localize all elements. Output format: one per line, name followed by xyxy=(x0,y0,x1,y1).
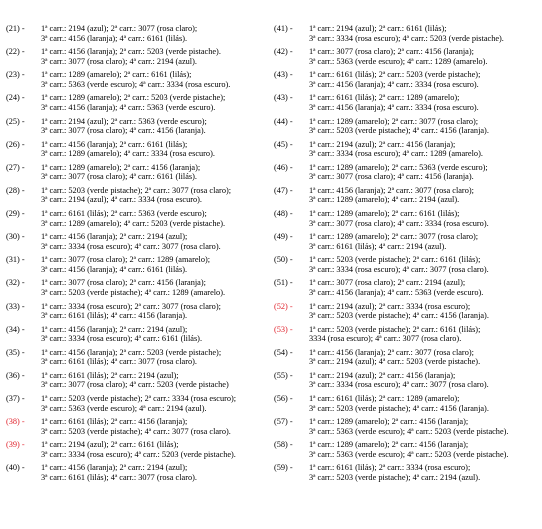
item-text xyxy=(41,440,236,459)
item-line-1: 1ª carr.: 2194 (azul); 2ª carr.: 4156 (laranja); xyxy=(309,370,456,380)
item-number: (26) - xyxy=(6,139,25,149)
item-number: (46) - xyxy=(274,162,293,172)
item-number: (58) - xyxy=(274,440,293,450)
list-item xyxy=(6,417,268,436)
item-number: (38) - xyxy=(6,417,25,427)
item-line-1: 1ª carr.: 1289 (amarelo); 2ª carr.: 6161 (lilás); xyxy=(309,209,460,218)
item-line-1: 1ª carr.: 2194 (azul); 2ª carr.: 5363 (verde escuro); xyxy=(41,116,207,126)
item-text xyxy=(309,186,474,205)
item-line-2: 3ª carr.: 6161 (lilás); 4ª carr.: 2194 (azul). xyxy=(309,241,447,251)
item-text xyxy=(309,325,480,344)
item-text xyxy=(41,140,215,159)
item-line-2: 3ª carr.: 5363 (verde escuro); 4ª carr.: 5203 (verde pistache). xyxy=(309,426,509,436)
list-item xyxy=(274,302,536,321)
item-line-1: 1ª carr.: 3077 (rosa claro); 2ª carr.: 2194 (azul); xyxy=(309,278,466,288)
item-number: (22) - xyxy=(6,47,25,57)
item-line-1: 1ª carr.: 1289 (amarelo); 2ª carr.: 5203 (verde pistache); xyxy=(41,93,226,103)
item-line-2: 3ª carr.: 3334 (rosa escuro); 4ª carr.: 6161 (lilás). xyxy=(41,334,203,344)
item-line-1: 1ª carr.: 3077 (rosa claro); 2ª carr.: 1289 (amarelo); xyxy=(41,255,211,265)
item-text xyxy=(41,24,197,43)
item-line-1: 1ª carr.: 1289 (amarelo); 2ª carr.: 4156 (laranja); xyxy=(309,417,469,427)
list-item xyxy=(274,371,536,390)
item-text xyxy=(41,325,202,344)
item-number: (23) - xyxy=(6,70,25,80)
list-item xyxy=(274,186,536,205)
item-line-1: 1ª carr.: 3077 (rosa claro); 2ª carr.: 4156 (laranja); xyxy=(41,278,206,288)
item-line-1: 1ª carr.: 2194 (azul); 2ª carr.: 6161 (lilás); xyxy=(309,24,447,33)
list-item xyxy=(6,209,268,228)
item-line-1: 1ª carr.: 3077 (rosa claro); 2ª carr.: 4156 (laranja); xyxy=(309,47,474,57)
list-item xyxy=(274,325,536,344)
item-text xyxy=(309,278,483,297)
item-number: (42) - xyxy=(274,47,293,57)
item-number: (47) - xyxy=(274,185,293,195)
item-line-1: 1ª carr.: 1289 (amarelo); 2ª carr.: 3077 (rosa claro); xyxy=(309,116,479,126)
item-line-1: 1ª carr.: 2194 (azul); 2ª carr.: 3077 (rosa claro); xyxy=(41,24,198,33)
item-line-2: 3ª carr.: 3334 (rosa escuro); 4ª carr.: 5203 (verde pistache). xyxy=(41,449,236,459)
item-text xyxy=(41,348,221,367)
list-item xyxy=(274,24,536,43)
item-line-2: 3ª carr.: 5363 (verde escuro); 4ª carr.: 5203 (verde pistache). xyxy=(309,449,509,459)
item-line-2: 3ª carr.: 3334 (rosa escuro); 4ª carr.: 1289 (amarelo). xyxy=(309,149,483,159)
item-line-1: 1ª carr.: 4156 (laranja); 2ª carr.: 2194 (azul); xyxy=(41,232,188,242)
item-line-1: 1ª carr.: 4156 (laranja); 2ª carr.: 5203 (verde pistache); xyxy=(41,347,222,357)
list-item xyxy=(6,325,268,344)
item-line-2: 3ª carr.: 3077 (rosa claro); 4ª carr.: 3334 (rosa escuro). xyxy=(309,218,489,228)
item-number: (56) - xyxy=(274,394,293,403)
item-line-2: 3ª carr.: 4156 (laranja); 4ª carr.: 6161 (lilás). xyxy=(41,33,188,43)
list-item xyxy=(6,186,268,205)
list-item xyxy=(274,255,536,274)
item-line-1: 1ª carr.: 5203 (verde pistache); 2ª carr.: 3077 (rosa claro); xyxy=(41,185,232,195)
item-line-2: 3ª carr.: 3077 (rosa claro); 4ª carr.: 4156 (laranja). xyxy=(41,126,206,136)
item-number: (33) - xyxy=(6,301,25,311)
item-line-2: 3ª carr.: 1289 (amarelo); 4ª carr.: 5203 (verde pistache). xyxy=(41,218,226,228)
item-number: (35) - xyxy=(6,347,25,357)
item-line-2: 3ª carr.: 5203 (verde pistache); 4ª carr.: 3077 (rosa claro). xyxy=(41,426,231,436)
list-item xyxy=(6,232,268,251)
item-text xyxy=(309,93,479,112)
item-line-2: 3ª carr.: 5203 (verde pistache); 4ª carr.: 4156 (laranja). xyxy=(309,126,489,136)
item-text xyxy=(309,117,489,136)
list-item xyxy=(274,440,536,459)
list-item xyxy=(6,394,268,413)
item-line-1: 1ª carr.: 4156 (laranja); 2ª carr.: 5203 (verde pistache). xyxy=(41,47,221,57)
item-line-2: 3ª carr.: 4156 (laranja); 4ª carr.: 3334 (rosa escuro). xyxy=(309,102,479,112)
item-line-1: 1ª carr.: 4156 (laranja); 2ª carr.: 2194 (azul); xyxy=(41,463,188,473)
item-text xyxy=(41,394,236,413)
item-text xyxy=(309,255,489,274)
item-line-2: 3ª carr.: 3077 (rosa claro); 4ª carr.: 4156 (laranja). xyxy=(309,172,474,182)
item-number: (25) - xyxy=(6,116,25,126)
item-number: (55) - xyxy=(274,370,293,380)
list-item xyxy=(274,348,536,367)
item-text xyxy=(41,232,221,251)
item-number: (31) - xyxy=(6,255,25,265)
list-item xyxy=(274,70,536,89)
item-number: (45) - xyxy=(274,139,293,149)
item-number: (29) - xyxy=(6,209,25,218)
list-item xyxy=(274,117,536,136)
item-text xyxy=(41,209,225,228)
item-line-1: 1ª carr.: 1289 (amarelo); 2ª carr.: 6161 (lilás); xyxy=(41,70,192,80)
item-number: (30) - xyxy=(6,232,25,242)
item-line-2: 3ª carr.: 3334 (rosa escuro); 4ª carr.: 3077 (rosa claro). xyxy=(309,380,489,390)
item-number: (28) - xyxy=(6,185,25,195)
two-column-list xyxy=(6,24,536,487)
item-line-2: 3ª carr.: 5203 (verde pistache); 4ª carr.: 4156 (laranja). xyxy=(309,311,489,321)
item-number: (34) - xyxy=(6,324,25,334)
item-number: (48) - xyxy=(274,209,293,218)
item-line-1: 1ª carr.: 6161 (lilás); 2ª carr.: 2194 (azul); xyxy=(41,370,179,380)
item-line-2: 3ª carr.: 5363 (verde escuro); 4ª carr.: 3334 (rosa escuro). xyxy=(41,79,231,89)
item-line-1: 1ª carr.: 6161 (lilás); 2ª carr.: 5363 (verde escuro); xyxy=(41,209,207,218)
item-line-1: 1ª carr.: 4156 (laranja); 2ª carr.: 3077 (rosa claro); xyxy=(309,347,474,357)
item-line-2: 3ª carr.: 2194 (azul); 4ª carr.: 5203 (verde pistache). xyxy=(309,357,481,367)
item-text xyxy=(41,302,221,321)
item-line-2: 3ª carr.: 4156 (laranja); 4ª carr.: 6161 (lilás). xyxy=(41,264,188,274)
item-line-1: 1ª carr.: 4156 (laranja); 2ª carr.: 2194 (azul); xyxy=(41,324,188,334)
list-item xyxy=(274,394,536,413)
list-item xyxy=(6,440,268,459)
item-number: (49) - xyxy=(274,232,293,242)
item-number: (43) - xyxy=(274,93,293,103)
list-item xyxy=(274,209,536,228)
item-number: (41) - xyxy=(274,24,293,33)
item-line-1: 1ª carr.: 5203 (verde pistache); 2ª carr.: 3334 (rosa escuro); xyxy=(41,394,237,403)
item-text xyxy=(41,163,200,182)
item-line-1: 1ª carr.: 6161 (lilás); 2ª carr.: 1289 (amarelo); xyxy=(309,93,460,103)
item-line-1: 1ª carr.: 5203 (verde pistache); 2ª carr.: 6161 (lilás); xyxy=(309,255,481,265)
item-text xyxy=(41,186,231,205)
list-item xyxy=(6,371,268,390)
item-text xyxy=(309,440,508,459)
list-item xyxy=(6,70,268,89)
list-item xyxy=(274,47,536,66)
right-column xyxy=(274,24,536,487)
item-text xyxy=(309,348,480,367)
item-line-2: 3ª carr.: 5363 (verde escuro); 4ª carr.: 1289 (amarelo). xyxy=(309,56,488,66)
item-line-1: 1ª carr.: 4156 (laranja); 2ª carr.: 3077 (rosa claro); xyxy=(309,185,474,195)
list-item xyxy=(6,93,268,112)
item-line-2: 3ª carr.: 3334 (rosa escuro); 4ª carr.: 3077 (rosa claro). xyxy=(309,264,489,274)
item-text xyxy=(309,302,489,321)
item-text xyxy=(41,417,231,436)
item-line-2: 3ª carr.: 3334 (rosa escuro); 4ª carr.: 3077 (rosa claro). xyxy=(41,241,221,251)
list-item xyxy=(6,348,268,367)
item-line-2: 3ª carr.: 4156 (laranja); 4ª carr.: 3334 (rosa escuro). xyxy=(309,79,479,89)
item-number: (36) - xyxy=(6,370,25,380)
item-line-1: 1ª carr.: 1289 (amarelo); 2ª carr.: 5363 (verde escuro); xyxy=(309,162,488,172)
item-line-2: 3ª carr.: 3077 (rosa claro); 4ª carr.: 2194 (azul). xyxy=(41,56,197,66)
list-item xyxy=(6,47,268,66)
item-line-1: 1ª carr.: 4156 (laranja); 2ª carr.: 6161 (lilás); xyxy=(41,139,188,149)
item-line-2: 3ª carr.: 5203 (verde pistache); 4ª carr.: 1289 (amarelo). xyxy=(41,287,226,297)
item-text xyxy=(41,117,207,136)
item-line-1: 1ª carr.: 1289 (amarelo); 2ª carr.: 3077 (rosa claro); xyxy=(309,232,479,242)
item-number: (59) - xyxy=(274,463,293,473)
item-text xyxy=(309,232,478,251)
item-line-2: 3ª carr.: 6161 (lilás); 4ª carr.: 3077 (rosa claro). xyxy=(41,472,197,482)
item-number: (52) - xyxy=(274,301,293,311)
list-item xyxy=(274,140,536,159)
item-text xyxy=(309,24,504,43)
item-line-1: 1ª carr.: 6161 (lilás); 2ª carr.: 5203 (verde pistache); xyxy=(309,70,481,80)
item-text xyxy=(309,463,480,482)
item-line-1: 1ª carr.: 5203 (verde pistache); 2ª carr.: 6161 (lilás); xyxy=(309,324,481,334)
item-number: (21) - xyxy=(6,24,25,33)
item-line-2: 3ª carr.: 4156 (laranja); 4ª carr.: 5363 (verde escuro). xyxy=(309,287,484,297)
item-number: (40) - xyxy=(6,463,25,473)
list-item xyxy=(6,163,268,182)
item-text xyxy=(309,163,488,182)
item-number: (43) - xyxy=(274,70,293,80)
list-item xyxy=(274,93,536,112)
item-number: (51) - xyxy=(274,278,293,288)
item-text xyxy=(41,93,225,112)
item-number: (44) - xyxy=(274,116,293,126)
item-line-1: 1ª carr.: 6161 (lilás); 2ª carr.: 4156 (laranja); xyxy=(41,417,188,427)
list-item xyxy=(274,163,536,182)
item-text xyxy=(41,463,197,482)
item-line-1: 1ª carr.: 2194 (azul); 2ª carr.: 3334 (rosa escuro); xyxy=(309,301,471,311)
left-column xyxy=(6,24,268,487)
item-number: (50) - xyxy=(274,255,293,265)
item-number: (32) - xyxy=(6,278,25,288)
item-text xyxy=(309,47,488,66)
item-line-1: 1ª carr.: 1289 (amarelo); 2ª carr.: 4156 (laranja); xyxy=(41,162,201,172)
item-text xyxy=(41,70,230,89)
item-line-2: 3ª carr.: 6161 (lilás); 4ª carr.: 4156 (laranja). xyxy=(41,311,188,321)
item-line-2: 3ª carr.: 3077 (rosa claro); 4ª carr.: 6161 (lilás). xyxy=(41,172,197,182)
item-line-1: 1ª carr.: 1289 (amarelo); 2ª carr.: 4156 (laranja); xyxy=(309,440,469,450)
list-item xyxy=(6,117,268,136)
item-number: (24) - xyxy=(6,93,25,103)
item-line-1: 1ª carr.: 6161 (lilás); 2ª carr.: 1289 (amarelo); xyxy=(309,394,460,403)
item-number: (53) - xyxy=(274,324,293,334)
item-line-2: 3ª carr.: 1289 (amarelo); 4ª carr.: 2194 (azul). xyxy=(309,195,460,205)
item-line-2: 3ª carr.: 3334 (rosa escuro); 4ª carr.: 5203 (verde pistache). xyxy=(309,33,504,43)
item-line-2: 3ª carr.: 5203 (verde pistache); 4ª carr.: 2194 (azul). xyxy=(309,472,481,482)
item-line-2: 3334 (rosa escuro); 4ª carr.: 3077 (rosa claro). xyxy=(309,334,462,344)
item-text xyxy=(41,371,229,390)
item-number: (39) - xyxy=(6,440,25,450)
list-item xyxy=(6,278,268,297)
item-line-2: 3ª carr.: 2194 (azul); 4ª carr.: 3334 (rosa escuro). xyxy=(41,195,203,205)
item-text xyxy=(309,394,489,413)
item-text xyxy=(41,278,225,297)
item-number: (54) - xyxy=(274,347,293,357)
item-text xyxy=(309,140,483,159)
list-item xyxy=(6,24,268,43)
item-line-1: 1ª carr.: 3334 (rosa escuro); 2ª carr.: 3077 (rosa claro); xyxy=(41,301,221,311)
list-item xyxy=(274,232,536,251)
item-line-2: 3ª carr.: 4156 (laranja); 4ª carr.: 5363 (verde escuro). xyxy=(41,102,216,112)
item-number: (37) - xyxy=(6,394,25,403)
item-line-2: 3ª carr.: 3077 (rosa claro); 4ª carr.: 5203 (verde pistache) xyxy=(41,380,229,390)
item-line-1: 1ª carr.: 2194 (azul); 2ª carr.: 4156 (laranja); xyxy=(309,139,456,149)
list-item xyxy=(274,417,536,436)
item-line-1: 1ª carr.: 6161 (lilás); 2ª carr.: 3334 (rosa escuro); xyxy=(309,463,471,473)
item-text xyxy=(309,209,489,228)
item-text xyxy=(309,70,480,89)
item-line-2: 3ª carr.: 5203 (verde pistache); 4ª carr.: 4156 (laranja). xyxy=(309,403,489,413)
item-text xyxy=(309,371,489,390)
item-text xyxy=(41,47,221,66)
list-item xyxy=(6,140,268,159)
list-item xyxy=(274,278,536,297)
item-line-2: 3ª carr.: 5363 (verde escuro); 4ª carr.: 2194 (azul). xyxy=(41,403,207,413)
item-number: (57) - xyxy=(274,417,293,427)
list-item xyxy=(6,302,268,321)
item-number: (27) - xyxy=(6,162,25,172)
list-item xyxy=(6,255,268,274)
item-line-1: 1ª carr.: 2194 (azul); 2ª carr.: 6161 (lilás); xyxy=(41,440,179,450)
list-item xyxy=(274,463,536,482)
item-text xyxy=(309,417,508,436)
item-text xyxy=(41,255,210,274)
list-item xyxy=(6,463,268,482)
item-line-2: 3ª carr.: 1289 (amarelo); 4ª carr.: 3334 (rosa escuro). xyxy=(41,149,215,159)
item-line-2: 3ª carr.: 6161 (lilás); 4ª carr.: 3077 (rosa claro). xyxy=(41,357,197,367)
